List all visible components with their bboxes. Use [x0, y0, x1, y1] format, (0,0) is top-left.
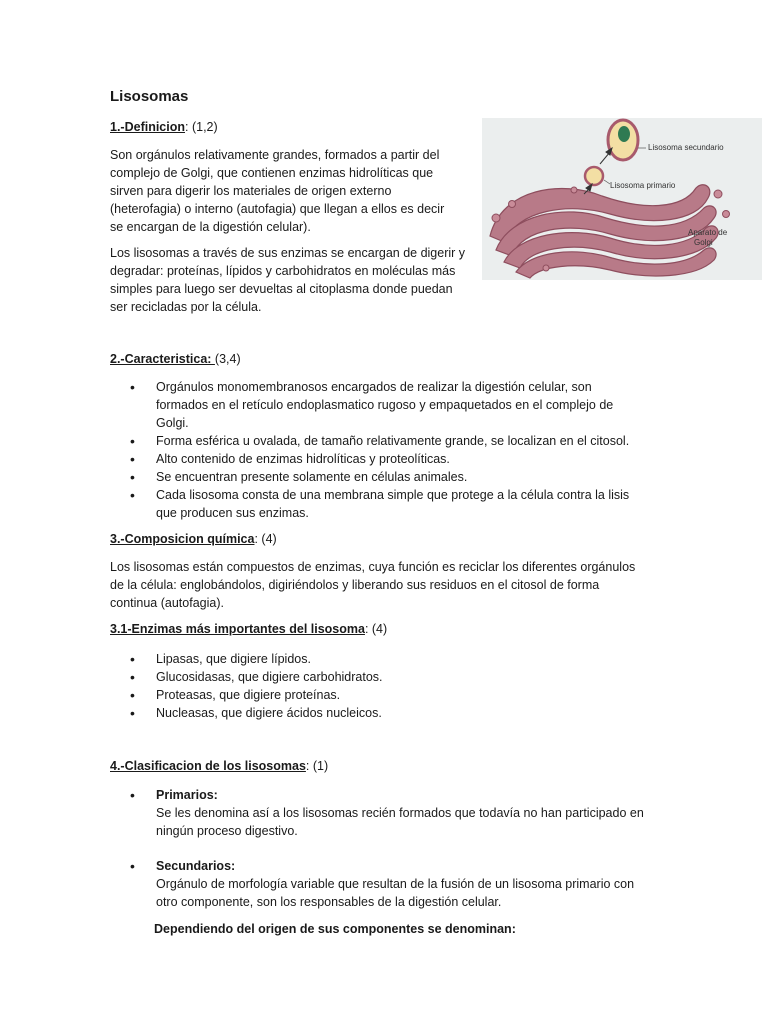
section-heading-composicion — [110, 532, 277, 546]
text-line: Orgánulo de morfología variable que resultan de la fusión de un lisosoma primario con — [156, 877, 635, 891]
text-line: (heterofagia) o interno (autofagia) que llegan a ellos es decir — [110, 202, 445, 216]
text-line: • Forma esférica u ovalada, de tamaño relativamente grande, se localizan en el citosol. — [156, 434, 630, 448]
heading-text: 4.-Clasificacion de los lisosomas — [110, 759, 306, 773]
heading-ref: : (4) — [364, 622, 388, 636]
secondary-inner-body — [618, 126, 630, 142]
clasificacion-footer: Dependiendo del origen de sus componentes se denominan: — [154, 922, 516, 936]
text-line: sirven para digerir los materiales de origen externo — [110, 184, 392, 198]
clasificacion-list — [130, 786, 644, 840]
page-title: Lisosomas — [110, 88, 189, 105]
label-lisosoma-secundario: Lisosoma secundario — [648, 143, 724, 152]
heading-ref: : (1) — [305, 759, 329, 773]
list-item — [130, 432, 629, 450]
text-line: degradar: proteínas, lípidos y carbohidratos en moléculas más — [110, 264, 456, 278]
text-line: • Orgánulos monomembranosos encargados de realizar la digestión celular, son — [156, 380, 592, 394]
list-item — [130, 468, 629, 486]
section-heading-clasificacion — [110, 759, 328, 773]
text-line: • Cada lisosoma consta de una membrana simple que protege a la célula contra la lisis — [156, 488, 630, 502]
list-item-primarios — [130, 786, 644, 840]
heading-text: 3.1-Enzimas más importantes del lisosoma — [110, 622, 365, 636]
heading-ref: : (4) — [254, 532, 277, 546]
label-aparato-golgi — [688, 228, 727, 248]
text-line: complejo de Golgi, que contienen enzimas hidrolíticas que — [110, 166, 434, 180]
text-line: continua (autofagia). — [110, 596, 224, 610]
text-line: simples para luego ser devueltas al citoplasma donde puedan — [110, 282, 453, 296]
text-line: que producen sus enzimas. — [156, 506, 309, 520]
text-line: ser recicladas por la célula. — [110, 300, 262, 314]
definicion-paragraph-1 — [110, 146, 444, 236]
caracteristica-list — [130, 378, 629, 522]
item-title: • Primarios: — [156, 788, 218, 802]
lysosome-golgi-figure — [482, 118, 762, 280]
list-item-secundarios — [130, 857, 634, 911]
text-line: otro componente, son los responsables de la digestión celular. — [156, 895, 502, 909]
text-line: Los lisosomas están compuestos de enzimas, cuya función es reciclar los diferentes orgánulos — [110, 560, 636, 574]
enzimas-list — [130, 650, 383, 722]
clasificacion-list-2 — [130, 857, 634, 911]
list-item — [130, 486, 629, 522]
text-line: Golgi. — [156, 416, 189, 430]
text-line: formados en el retículo endoplasmatico rugoso y empaquetados en el complejo de — [156, 398, 614, 412]
text-line: • Alto contenido de enzimas hidrolíticas y proteolíticas. — [156, 452, 450, 466]
text-line: • Se encuentran presente solamente en células animales. — [156, 470, 468, 484]
list-item — [130, 450, 629, 468]
list-item — [130, 378, 629, 432]
item-title: • Secundarios: — [156, 859, 236, 873]
section-heading-enzimas — [110, 622, 387, 636]
label-line: Aparato de — [688, 228, 728, 237]
label-lisosoma-primario: Lisosoma primario — [610, 181, 676, 190]
list-item: • Proteasas, que digiere proteínas. — [130, 686, 383, 704]
golgi-apparatus — [490, 185, 718, 278]
primary-lysosome — [585, 167, 603, 185]
text-line: Son orgánulos relativamente grandes, formados a partir del — [110, 148, 440, 162]
heading-text: 1.-Definicion — [110, 120, 186, 134]
definicion-paragraph-2 — [110, 244, 465, 316]
composicion-paragraph — [110, 558, 635, 612]
label-line: Golgi — [694, 238, 713, 247]
text-line: Se les denomina así a los lisosomas recién formados que todavía no han participado en — [156, 806, 644, 820]
list-item: • Nucleasas, que digiere ácidos nucleicos. — [130, 704, 383, 722]
section-heading-definicion — [110, 120, 218, 134]
text-line: se encargan de la digestión celular). — [110, 220, 311, 234]
text-line: ningún proceso digestivo. — [156, 824, 298, 838]
text-line: Los lisosomas a través de sus enzimas se encargan de digerir y — [110, 246, 466, 260]
text-line: de la célula: englobándolos, digiriéndolos y liberando sus residuos en el citosol de forma — [110, 578, 600, 592]
section-heading-caracteristica — [110, 352, 241, 366]
list-item: • Glucosidasas, que digiere carbohidratos. — [130, 668, 383, 686]
heading-text: 2.-Caracteristica: — [110, 352, 215, 366]
list-item: • Lipasas, que digiere lípidos. — [130, 650, 383, 668]
heading-text: 3.-Composicion química — [110, 532, 255, 546]
heading-ref: (3,4) — [214, 352, 241, 366]
heading-ref: : (1,2) — [185, 120, 218, 134]
